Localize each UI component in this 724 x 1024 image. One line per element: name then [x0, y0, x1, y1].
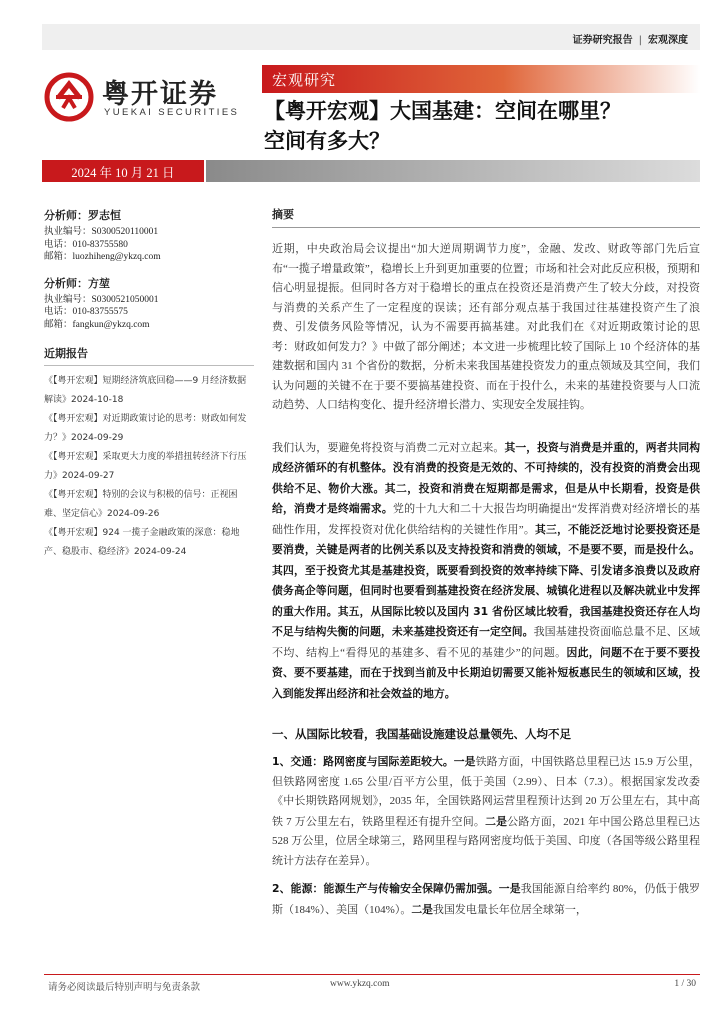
top-header-bar	[42, 24, 700, 50]
abstract-paragraph-1: 近期，中央政治局会议提出“加大逆周期调节力度”，金融、发改、财政等部门先后宣布“一揽子增量政策”，稳增长上升到更加重要的位置；市场和社会对此反应积极，预期和信心明显提振。但同时各方对于稳增长的重点在投资还是消费产生了较大分歧，对投资与消费的关系产生了一定程度的误读；还有部分观点基于我国过往基建投资产生了浪费、引发债务风险等情况，认为不需要再搞基建。对此我们在《对近期政策讨论的思考：财政如何发力？》中做了部分阐述；本文进一步梳理比较了国际上 10 个经济体的基建数据和国内 31 个省份的数据，分析未来我国基建投资发力的重点领域及其空间，我们认为问题的关键不在于要不要搞基建投资、而在于投什么，未来的基建投资要与人口流动趋势、人口结构变化、提升经济增长潜力、实现安全发展挂钩。	[272, 243, 700, 411]
company-logo	[44, 72, 249, 124]
recent-reports-heading: 近期报告	[44, 345, 254, 366]
recent-report-link[interactable]: 《【粤开宏观】短期经济筑底回稳——9 月经济数据解读》2024-10-18	[44, 376, 247, 405]
bold-run: 二是	[485, 814, 508, 828]
text-run: 我们认为，要避免将投资与消费二元对立起来。	[272, 441, 505, 454]
report-title	[264, 96, 700, 156]
category-label: 宏观研究	[272, 71, 337, 89]
recent-report-link[interactable]: 《【粤开宏观】采取更大力度的举措扭转经济下行压力》2024-09-27	[44, 452, 247, 481]
text-run: 铁路方面，中国铁路总里程已达 15.9 万公里，但铁路网密度 1.65 公里/百平方公里，低于美国（2.99）、日本（7.3）。根据国家发改委《中长期铁路网规划》，2035 年，全国铁路网运营里程预计达到 20 万公里左右，其中高铁 7 万公里左右，铁路里程还有提升空间。	[272, 756, 701, 828]
bold-run: 2、能源：能源生产与传输安全保障仍需加强。	[272, 882, 499, 895]
paragraph-spacer	[272, 416, 700, 438]
analyst-license: 执业编号：S0300521050001	[44, 294, 159, 305]
brand-name-cn: 粤开证券	[102, 79, 218, 110]
main-content	[272, 206, 700, 920]
text-run: 我国基建投资面临总量不足、区域不均、结构上“看得见的基建多、看不见的基建少”的问题。	[272, 626, 701, 659]
analyst-license: 执业编号：S0300520110001	[44, 227, 159, 237]
footer-website[interactable]: www.ykzq.com	[330, 979, 390, 989]
sidebar	[44, 207, 254, 562]
analyst-card	[44, 275, 254, 332]
header-separator: |	[638, 35, 642, 46]
bold-run: 其三，不能泛泛地讨论要投资还是要消费，关键是两者的比例关系以及支持投资和消费的领域，不是要不要，而是投什么。其四，至于投资尤其是基建投资，既要看到投资的效率持续下降、引发诸多浪费以及政府债务高企等问题，但同时也要看到基建投资在经济发展、城镇化进程以及解决就业中发挥的重大作用。其五，从国际比较以及国内 31 省份区域比较看，我国基建投资还存在人均不足与结构失衡的问题，未来基建投资还有一定空间。	[272, 522, 701, 638]
analyst-email[interactable]: 邮箱：fangkun@ykzq.com	[44, 319, 150, 330]
energy-paragraph	[272, 879, 700, 920]
title-line-2: 空间有多大？	[264, 129, 390, 153]
bold-run: 一是	[498, 882, 521, 895]
text-run: 我国能源自给率约 80%，仍低于俄罗斯（184%）、美国（104%）。	[272, 883, 700, 916]
report-subtype: 宏观深度	[648, 35, 688, 46]
analyst-phone: 电话：010-83755575	[44, 307, 128, 317]
brand-name-en: YUEKAI SECURITIES	[104, 107, 240, 118]
analyst-name: 分析师：罗志恒	[44, 209, 121, 222]
category-banner	[262, 65, 700, 93]
recent-report-link[interactable]: 《【粤开宏观】特别的会议与积极的信号：正视困难、坚定信心》2024-09-26	[44, 490, 238, 519]
report-type-label	[573, 31, 688, 46]
bold-run: 一是	[453, 755, 476, 768]
analyst-email[interactable]: 邮箱：luozhiheng@ykzq.com	[44, 252, 161, 262]
yuekai-logo-icon	[44, 72, 94, 122]
recent-report-link[interactable]: 《【粤开宏观】对近期政策讨论的思考：财政如何发力？》2024-09-29	[44, 414, 247, 443]
report-date: 2024 年 10 月 21 日	[71, 166, 175, 180]
date-banner	[42, 160, 204, 182]
analyst-name: 分析师：方堃	[44, 276, 110, 290]
recent-report-link[interactable]: 《【粤开宏观】924 一揽子金融政策的深意：稳地产、稳股市、稳经济》2024-09-24	[44, 528, 240, 557]
analyst-phone: 电话：010-83755580	[44, 239, 128, 250]
abstract-paragraph-2	[272, 438, 700, 705]
title-line-1: 【粤开宏观】大国基建：空间在哪里？	[264, 99, 621, 123]
grey-divider-bar	[206, 160, 700, 182]
bold-run: 二是	[411, 902, 433, 916]
footer-disclaimer: 请务必阅读最后特别声明与免责条款	[48, 982, 201, 993]
footer-divider	[44, 974, 700, 975]
bold-run: 1、交通：路网密度与国际差距较大。	[272, 755, 454, 768]
text-run: 党的十九大和二十大报告均明确提出“发挥消费对经济增长的基础性作用，发挥投资对优化供给结构的关键性作用”。	[272, 503, 700, 536]
page-number: 1 / 30	[674, 979, 696, 989]
bold-run: 其一，投资与消费是并重的，两者共同构成经济循环的有机整体。没有消费的投资是无效的、不可持续的，没有投资的消费会出现供给不足、物价大涨。其二，投资和消费在短期都是需求，但是从中长期看，投资是供给，消费才是终端需求。	[272, 440, 700, 515]
text-run: 公路方面，2021 年中国公路总里程已达 528 万公里，位居全球第三，路网里程与路网密度均低于美国、印度（各国等级公路里程统计方法存在差异）。	[272, 815, 701, 867]
section-heading-1: 一、从国际比较看，我国基础设施建设总量领先、人均不足	[272, 727, 571, 741]
bold-run: 因此，问题不在于要不要投资、要不要基建，而在于找到当前及中长期迫切需要又能补短板惠民生的领域和区域，投入到能发挥出经济和社会效益的地方。	[272, 645, 701, 700]
transport-paragraph	[272, 752, 700, 871]
report-type: 证券研究报告	[572, 35, 633, 46]
text-run: 我国发电量长年位居全球第一，	[432, 903, 587, 916]
abstract-heading: 摘要	[272, 206, 700, 228]
analyst-card	[44, 207, 254, 264]
